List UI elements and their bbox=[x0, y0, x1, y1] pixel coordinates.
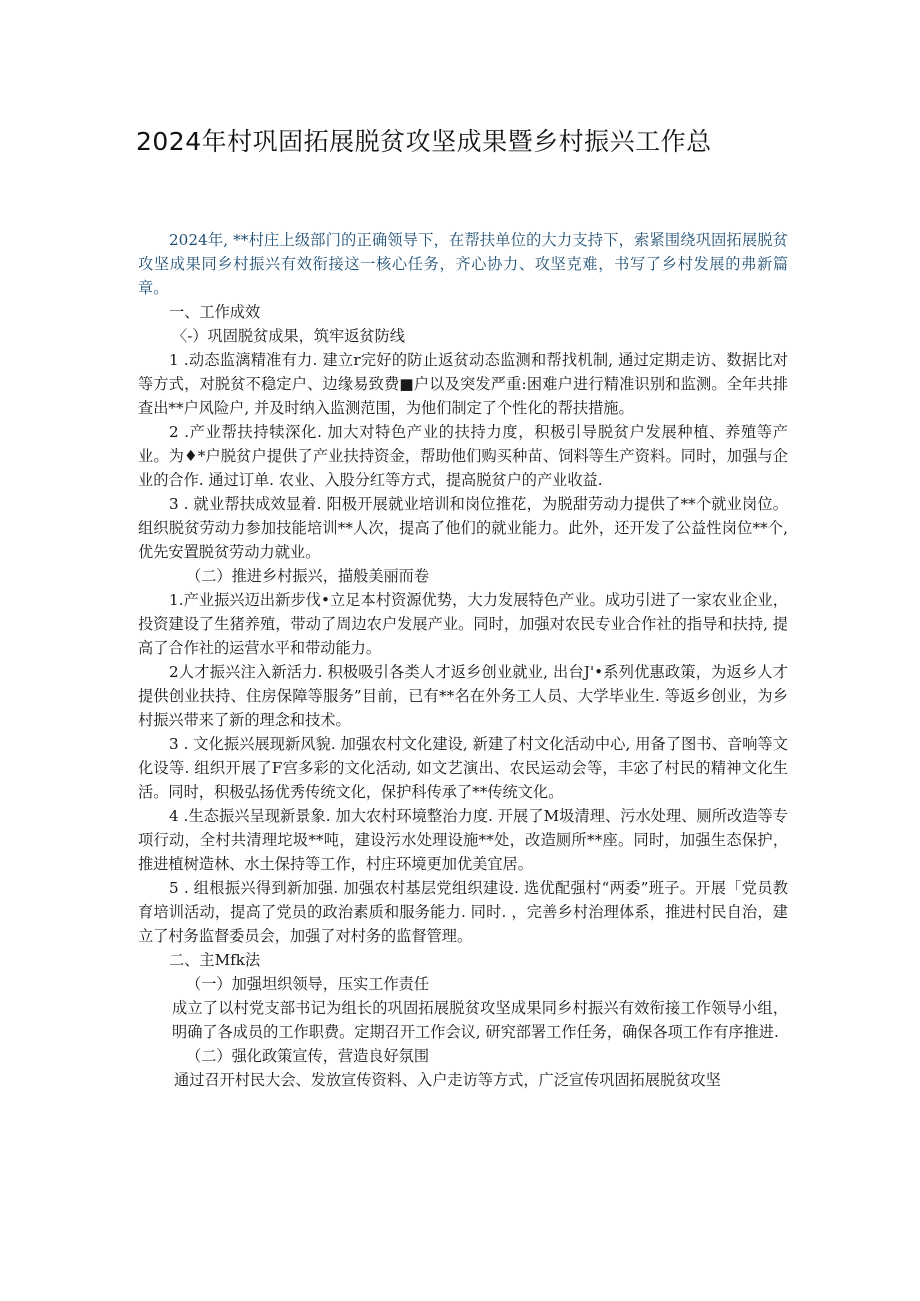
document-body bbox=[138, 228, 788, 1092]
section-heading-methods: 二、主Mfk法 bbox=[169, 951, 261, 969]
paragraph-organization-revitalization: 5 . 组根振兴得到新加强. 加强农村基层党组织建设. 选优配强村“两委”班子。开展「党员教育培训活动，提高了党员的政治素质和服务能力. 同时. ，完善乡村治理体系，推进村民自治，建立了村务监督委员会，加强了对村务的监督管理。 bbox=[138, 879, 788, 945]
paragraph-industry-revitalization: 1.产业振兴迈出新步伐•立足本村资源优势，大力发展特色产业。成功引进了一家农业企业，投资建设了生猪养殖，带动了周边农户发展产业。同时，加强对农民专业合作社的指导和扶持, 提高了合作社的运营水平和带动能力。 bbox=[138, 591, 788, 657]
subsection-heading-revitalization: （二）推进乡村振兴，描般美丽而卷 bbox=[186, 567, 429, 585]
paragraph-monitoring: 1 .动态监漓精准有力. 建立r完好的防止返贫动态监测和帮找机制, 通过定期走访、数据比对等方式，对脱贫不稳定户、边缘易致费■户以及突发严重:困难户进行精准识别和监测。全年共排查出**户风险户, 并及时纳入监测范围，为他们制定了个性化的帮扶措施。 bbox=[138, 351, 788, 417]
intro-paragraph: 2024年, **村庄上级部门的正确领导下，在帮扶单位的大力支持下，索紧围绕巩固拓展脱贫攻坚成果同乡村振兴有效衔接这一核心任务，齐心协力、攻坚克难，书写了乡村发展的弗新篇章。 bbox=[138, 231, 788, 297]
subsection-heading-leadership: （一）加强坦织领导，压实工作责任 bbox=[186, 975, 429, 993]
paragraph-industry-support: 2 .产业帮扶持犊深化. 加大对特色产业的扶持力度，积极引导脱贫户发展种植、养殖等产业。为♦*户脱贫户提供了产业扶持资金，帮助他们购买种苗、饲料等生产资料。同时，加强与企业的合作. 通过订单. 农业、入股分红等方式，提高脱贫户的产业收益. bbox=[138, 423, 788, 489]
subsection-heading-consolidate: 〈-）巩固脱贫成果，筑牢返贫防线 bbox=[172, 327, 405, 345]
paragraph-publicity: 通过召开村民大会、发放宣传资料、入户走访等方式，广泛宣传巩固拓展脱贫攻坚 bbox=[174, 1071, 721, 1089]
paragraph-employment-support: 3 . 就业帮扶成效显着. 阳极开展就业培训和岗位推花，为脱甜劳动力提供了**个就业岗位。组织脱贫劳动力参加技能培训**人次，提高了他们的就业能力。此外，还开发了公益性岗位**个, 优先安置脱贫劳动力就业。 bbox=[138, 495, 788, 561]
paragraph-ecology-revitalization: 4 .生态振兴呈现新景象. 加大农村环境整治力度. 开展了M圾清理、污水处理、厕所改造等专项行动，全村共清理坨圾**吨，建设污水处理设施**处，改造厕所**座。同时，加强生态保护，推进植树造林、水土保持等工作，村庄环境更加优美宜居。 bbox=[138, 807, 788, 873]
paragraph-culture-revitalization: 3 . 文化振兴展现新风貌. 加强农村文化建设, 新建了村文化活动中心, 用备了图书、音响等文化设等. 组织开展了F宫多彩的文化活动, 如文艺演出、农民运动会等，丰宓了村民的精神文化生活。同时，积极弘扬优秀传统文化，保护科传承了**传统文化。 bbox=[138, 735, 788, 801]
paragraph-leadership: 成立了以村党支部书记为组长的巩固拓展脱贫攻坚成果同乡村振兴有效衔接工作领导小组，明确了各成员的工作职费。定期召开工作会议, 研究部署工作任务，确保各项工作有序推进. bbox=[172, 999, 788, 1041]
subsection-heading-publicity: （二）强化政策宣传，营造良好氛围 bbox=[186, 1047, 429, 1065]
section-heading-results: 一、工作成效 bbox=[169, 303, 261, 321]
document-title: 2024年村巩固拓展脱贫攻坚成果暨乡村振兴工作总 bbox=[136, 127, 712, 156]
paragraph-talent-revitalization: 2人才振兴注入新活力. 积极吸引各类人才返乡创业就业, 出台J'•系列优惠政策，为返乡人才提供创业扶持、住房保障等服务”目前，已有**名在外务工人员、大学毕业生. 等返乡创业，为乡村振兴带来了新的理念和技术。 bbox=[138, 663, 788, 729]
